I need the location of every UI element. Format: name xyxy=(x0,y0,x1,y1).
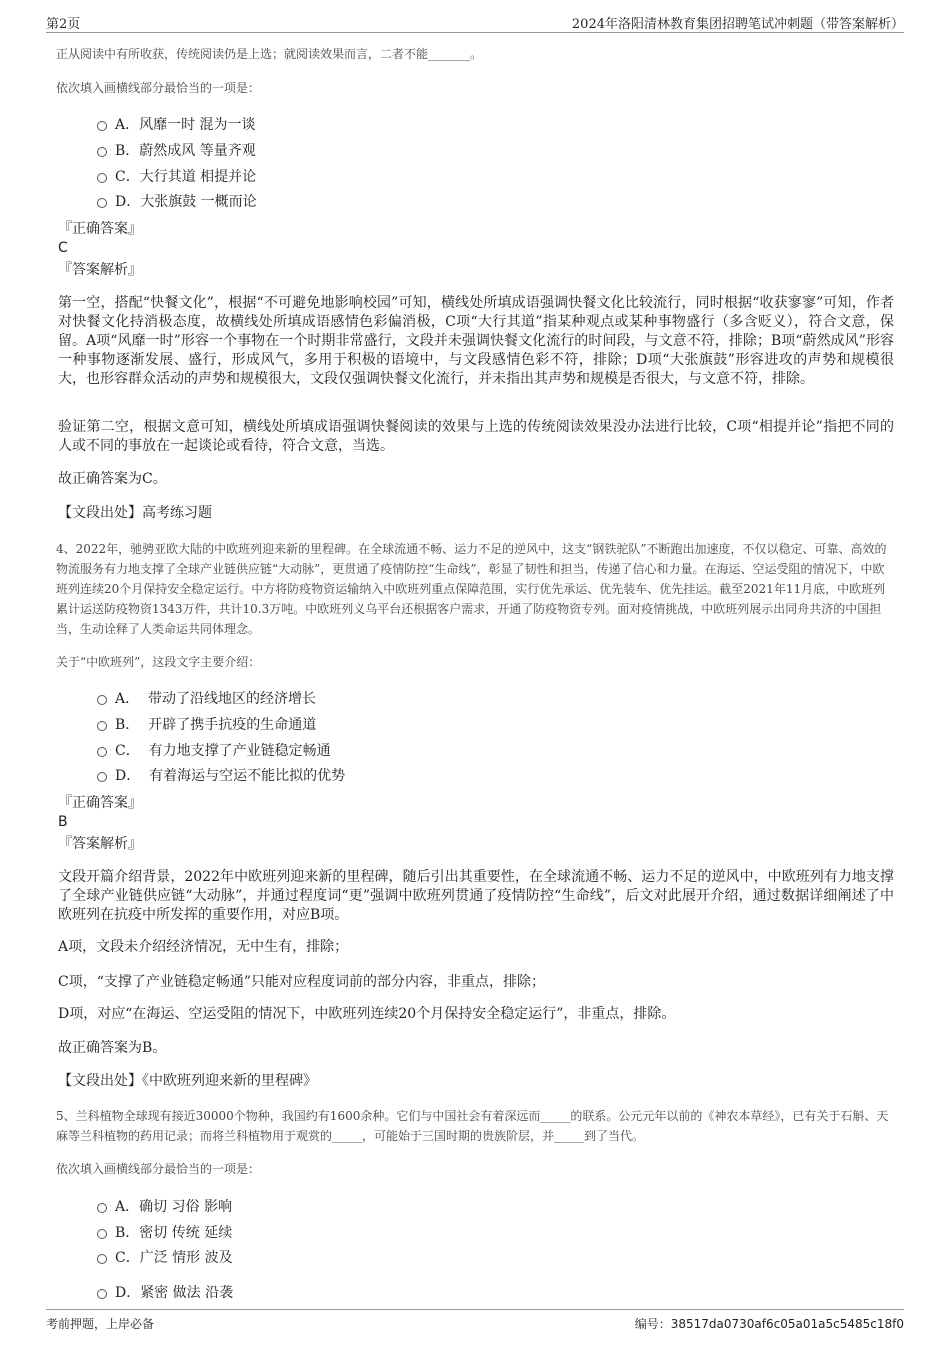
radio-icon[interactable] xyxy=(97,695,107,705)
document-title: 2024年洛阳清林教育集团招聘笔试冲刺题（带答案解析） xyxy=(571,17,904,32)
q3-option-a[interactable]: A．风靡一时 混为一谈 xyxy=(97,114,256,134)
radio-icon[interactable] xyxy=(97,173,107,183)
q4-source: 【文段出处】《中欧班列迎来新的里程碑》 xyxy=(58,1073,317,1089)
radio-icon[interactable] xyxy=(97,198,107,208)
document-id: 编号：38517da0730af6c05a01a5c5485c18f0 xyxy=(634,1317,904,1331)
q3-prompt: 依次填入画横线部分最恰当的一项是： xyxy=(56,81,261,95)
footer-slogan: 考前押题，上岸必备 xyxy=(46,1317,155,1331)
q5-option-c[interactable]: C．广泛 情形 波及 xyxy=(97,1247,233,1267)
radio-icon[interactable] xyxy=(97,1289,107,1299)
radio-icon[interactable] xyxy=(97,721,107,731)
radio-icon[interactable] xyxy=(97,772,107,782)
q4-prompt: 关于“中欧班列”，这段文字主要介绍： xyxy=(56,655,261,669)
q4-analysis-label: 『答案解析』 xyxy=(58,836,142,852)
radio-icon[interactable] xyxy=(97,747,107,757)
radio-icon[interactable] xyxy=(97,1229,107,1239)
q3-answer-label: 『正确答案』 xyxy=(58,221,142,237)
page-header xyxy=(46,11,904,33)
q4-analysis-paragraph: A项，文段未介绍经济情况，无中生有，排除； xyxy=(58,939,349,955)
q4-option-c[interactable]: C． 有力地支撑了产业链稳定畅通 xyxy=(97,740,331,760)
q4-answer: B xyxy=(58,814,68,830)
q3-answer: C xyxy=(58,240,68,256)
q5-option-d[interactable]: D．紧密 做法 沿袭 xyxy=(97,1282,233,1302)
q3-analysis-label: 『答案解析』 xyxy=(58,262,142,278)
q3-passage: 正从阅读中有所收获，传统阅读仍是上选；就阅读效果而言，二者不能_______。 xyxy=(56,47,483,61)
radio-icon[interactable] xyxy=(97,1254,107,1264)
q5-option-b[interactable]: B．密切 传统 延续 xyxy=(97,1222,232,1242)
page-footer xyxy=(46,1309,904,1331)
q3-option-c[interactable]: C．大行其道 相提并论 xyxy=(97,166,256,186)
q3-analysis-paragraph: 验证第二空，根据文意可知，横线处所填成语强调快餐阅读的效果与上选的传统阅读效果没办法进行比较，C项“相提并论”指把不同的人或不同的事放在一起谈论或看待，符合文意，当选。 xyxy=(58,419,894,454)
q3-source: 【文段出处】高考练习题 xyxy=(58,505,212,521)
q3-option-b[interactable]: B．蔚然成风 等量齐观 xyxy=(97,140,256,160)
q4-analysis-paragraph: C项，“支撑了产业链稳定畅通”只能对应程度词前的部分内容，非重点，排除； xyxy=(58,974,546,990)
page-number: 第2页 xyxy=(46,17,81,32)
radio-icon[interactable] xyxy=(97,147,107,157)
q3-analysis-paragraph: 第一空，搭配“快餐文化”，根据“不可避免地影响校园”可知，横线处所填成语强调快餐文化比较流行，同时根据“收获寥寥”可知，作者对快餐文化持消极态度，故横线处所填成语感情色彩偏消极，C项“大行其道”指某种观点或某种事物盛行（多含贬义），符合文意，保留。A项“风靡一时”形容一个事物在一个时期非常盛行，文段并未强调快餐文化流行的时间段，与文意不符，排除；B项“蔚然成风”形容一种事物逐渐发展、盛行，形成风气，多用于积极的语境中，与文段感情色彩不符，排除；D项“大张旗鼓”形容进攻的声势和规模很大，也形容群众活动的声势和规模很大，文段仅强调快餐文化流行，并未指出其声势和规模是否很大，与文意不符，排除。 xyxy=(58,295,894,387)
q4-passage: 4、2022年，驰骋亚欧大陆的中欧班列迎来新的里程碑。在全球流通不畅、运力不足的逆风中，这支“钢铁驼队”不断跑出加速度，不仅以稳定、可靠、高效的物流服务有力地支撑了全球产业链供应链“大动脉”，更贯通了疫情防控“生命线”，彰显了韧性和担当，传递了信心和力量。在海运、空运受阻的情况下，中欧班列连续20个月保持安全稳定运行。中方将防疫物资运输纳入中欧班列重点保障范围，实行优先承运、优先装车、优先挂运。截至2021年11月底，中欧班列累计运送防疫物资1343万件，共计10.3万吨。中欧班列义乌平台还根据客户需求，开通了防疫物资专列。面对疫情挑战，中欧班列展示出同舟共济的中国担当，生动诠释了人类命运共同体理念。 xyxy=(56,542,887,636)
q4-option-b[interactable]: B． 开辟了携手抗疫的生命通道 xyxy=(97,714,316,734)
q3-option-d[interactable]: D．大张旗鼓 一概而论 xyxy=(97,191,257,211)
q4-analysis-conclusion: 故正确答案为B。 xyxy=(58,1040,167,1056)
q4-option-a[interactable]: A． 带动了沿线地区的经济增长 xyxy=(97,688,316,708)
q4-analysis-paragraph: 文段开篇介绍背景，2022年中欧班列迎来新的里程碑，随后引出其重要性，在全球流通不畅、运力不足的逆风中，中欧班列有力地支撑了全球产业链供应链“大动脉”，并通过程度词“更”强调中欧班列贯通了疫情防控“生命线”，后文对此展开介绍，通过数据详细阐述了中欧班列在抗疫中所发挥的重要作用，对应B项。 xyxy=(58,869,894,923)
q4-answer-label: 『正确答案』 xyxy=(58,795,142,811)
q5-passage: 5、兰科植物全球现有接近30000个物种，我国约有1600余种。它们与中国社会有着深远而_____的联系。公元元年以前的《神农本草经》，已有关于石斛、天麻等兰科植物的药用记录；而将兰科植物用于观赏的_____，可能始于三国时期的贵族阶层，并_____到了当代。 xyxy=(56,1109,889,1143)
q5-option-a[interactable]: A．确切 习俗 影响 xyxy=(97,1196,232,1216)
q5-prompt: 依次填入画横线部分最恰当的一项是： xyxy=(56,1162,261,1176)
radio-icon[interactable] xyxy=(97,121,107,131)
q4-analysis-paragraph: D项，对应“在海运、空运受阻的情况下，中欧班列连续20个月保持安全稳定运行”，非重点，排除。 xyxy=(58,1006,676,1022)
q4-option-d[interactable]: D． 有着海运与空运不能比拟的优势 xyxy=(97,765,345,785)
q3-analysis-conclusion: 故正确答案为C。 xyxy=(58,471,167,487)
radio-icon[interactable] xyxy=(97,1203,107,1213)
